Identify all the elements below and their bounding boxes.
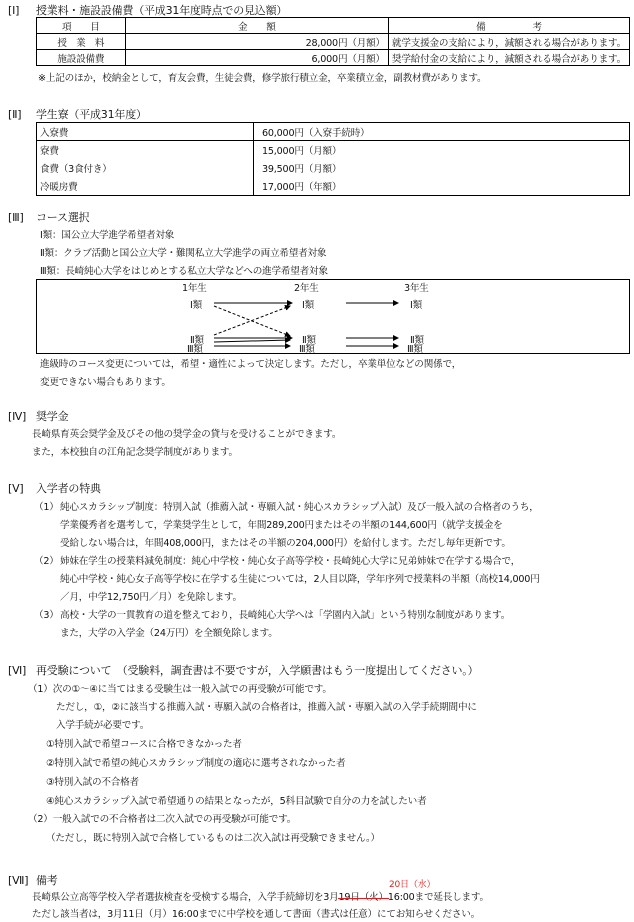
row-item: 授 業 料: [37, 34, 126, 50]
year1-class-2: Ⅱ類: [190, 335, 204, 346]
row-item: 冷暖房費: [37, 177, 254, 196]
section-number: [Ⅴ]: [8, 482, 24, 495]
benefit-1-label: （1）: [34, 502, 59, 513]
retake-line-2: ただし，①，②に該当する推薦入試・専願入試の合格者は，推薦入試・専願入試の入学手続期間中に: [56, 702, 477, 713]
row-item: 食費（3食付き）: [37, 159, 254, 177]
row-item: 入寮費: [37, 123, 254, 141]
section-4-heading: [8, 408, 68, 424]
remarks-line-2: ただし該当者は，3月11日（月）16:00までに中学校を通して書面（書式は任意）にてお知らせください。: [32, 909, 481, 920]
row-amount: 39,500円（月額）: [254, 159, 630, 177]
section-title: 入学者の特典: [36, 482, 101, 495]
row-amount: 6,000円（月額）: [125, 50, 388, 66]
benefit-2-label: （2）: [34, 556, 59, 567]
section-title: 授業料・施設設備費（平成31年度時点での見込額）: [36, 4, 288, 17]
section-number: [Ⅳ]: [8, 410, 27, 423]
arrow-2-3: [214, 340, 290, 342]
benefit-2-line: ／月，中学12,750円／月）を免除します。: [60, 592, 242, 603]
row-amount: 15,000円（月額）: [254, 141, 630, 160]
benefit-2-line: 姉妹在学生の授業料減免制度：純心中学校・純心女子高等学校・長崎純心大学に兄弟姉妹で在学する場合で，: [60, 556, 521, 567]
section-title: 学生寮（平成31年度）: [36, 108, 147, 121]
retake-case-4: ④純心スカラシップ入試で希望通りの結果となったが，5科目試験で自分の力を試したい者: [46, 796, 427, 807]
year2-class-3: Ⅲ類: [299, 344, 315, 355]
retake-case-2: ②特別入試で希望の純心スカラシップ制度の適応に選考されなかった者: [46, 758, 346, 769]
row-note: 就学支援金の支給により，減額される場合があります。: [388, 34, 629, 50]
header-item: 項 目: [37, 18, 126, 34]
course-1-desc: Ⅰ類：国公立大学進学希望者対象: [40, 230, 175, 241]
scholarship-line-1: 長崎県育英会奨学金及びその他の奨学金の貸与を受けることができます。: [32, 429, 342, 440]
section-number: [Ⅱ]: [8, 108, 22, 121]
benefit-3-line: また，大学の入学金（24万円）を全額免除します。: [60, 628, 278, 639]
year-2-label: 2年生: [294, 283, 319, 294]
course-3-desc: Ⅲ類：長崎純心大学をはじめとする私立大学などへの進学希望者対象: [40, 266, 328, 277]
section-number: [Ⅵ]: [8, 664, 27, 677]
row-amount: 60,000円（入寮手続時）: [254, 123, 630, 141]
year3-class-1: Ⅰ類: [410, 300, 423, 311]
section-7-heading: [8, 872, 58, 888]
retake-line-3: 入学手続が必要です。: [56, 720, 150, 731]
section-number: [Ⅰ]: [8, 4, 20, 17]
row-note: 奨学給付金の支給により，減額される場合があります。: [388, 50, 629, 66]
year1-class-1: Ⅰ類: [190, 300, 203, 311]
section-title: コース選択: [36, 211, 90, 224]
section-title: 奨学金: [36, 410, 69, 423]
section-number: [Ⅶ]: [8, 874, 29, 887]
remarks-line-1: [32, 889, 489, 903]
remarks-text: 長崎県公立高等学校入学者選抜検査を受検する場合，入学手続締切を3月: [32, 892, 339, 903]
year-3-label: 3年生: [404, 283, 429, 294]
row-amount: 28,000円（月額）: [125, 34, 388, 50]
course-note-2: 変更できない場合もあります。: [40, 377, 171, 388]
remarks-text: 16:00まで延長します。: [387, 892, 489, 903]
struck-date: 19日（火）: [338, 892, 388, 903]
retake-line-1: （1）次の①～④に当てはまる受験生は一般入試での再受験が可能です。: [28, 684, 332, 695]
year2-class-2: Ⅱ類: [302, 335, 316, 346]
header-amount: 金 額: [125, 18, 388, 34]
year3-class-3: Ⅲ類: [407, 344, 423, 355]
section-number: [Ⅲ]: [8, 211, 24, 224]
year-1-label: 1年生: [182, 283, 207, 294]
date-correction: 20日（水）: [389, 880, 436, 890]
scholarship-line-2: また，本校独自の江角記念奨学制度があります。: [32, 447, 238, 458]
row-item: 施設設備費: [37, 50, 126, 66]
retake-line-4: （2）一般入試での不合格者は二次入試での再受験が可能です。: [28, 814, 297, 825]
benefit-2-line: 純心中学校・純心女子高等学校に在学する生徒については，2人目以降，学年序列で授業料の半額（高校14,000円: [60, 574, 540, 585]
course-2-desc: Ⅱ類：クラブ活動と国公立大学・難関私立大学進学の両立希望者対象: [40, 248, 327, 259]
tuition-footnote: ※上記のほか，校納金として，育友会費，生徒会費，修学旅行積立金，卒業積立金，副教材費があります。: [38, 73, 487, 84]
benefit-3-label: （3）: [34, 610, 59, 621]
section-6-heading: [8, 662, 478, 678]
benefit-1-line: 受給しない場合は，年間408,000円，またはその半額の204,000円）を給付します。ただし毎年更新です。: [60, 538, 511, 549]
header-note: 備 考: [388, 18, 629, 34]
course-note-1: 進級時のコース変更については，希望・適性によって決定します。ただし，卒業単位などの関係で，: [40, 359, 462, 370]
row-item: 寮費: [37, 141, 254, 160]
benefit-3-line: 高校・大学の一貫教育の道を整えており，長崎純心大学へは「学園内入試」という特別な制度があります。: [60, 610, 511, 621]
retake-case-3: ③特別入試の不合格者: [46, 777, 139, 788]
row-amount: 17,000円（年額）: [254, 177, 630, 196]
year1-class-3: Ⅲ類: [187, 344, 203, 355]
benefit-1-line: 学業優秀者を選考して，学業奨学生として，年間289,200円またはその半額の144,600円（就学支援金を: [60, 520, 503, 531]
year3-class-2: Ⅱ類: [410, 335, 424, 346]
retake-line-5: （ただし，既に特別入試で合格しているものは二次入試は再受験できません。）: [46, 833, 380, 844]
section-title: 再受験について （受験料，調査書は不要ですが，入学願書はもう一度提出してください。）: [36, 664, 479, 677]
section-5-heading: [8, 480, 101, 496]
benefit-1-line: 純心スカラシップ制度：特別入試（推薦入試・専願入試・純心スカラシップ入試）及び一般入試の合格者のうち，: [60, 502, 539, 513]
retake-case-1: ①特別入試で希望コースに合格できなかった者: [46, 739, 242, 750]
year2-class-1: Ⅰ類: [302, 300, 315, 311]
section-title: 備考: [36, 874, 58, 887]
